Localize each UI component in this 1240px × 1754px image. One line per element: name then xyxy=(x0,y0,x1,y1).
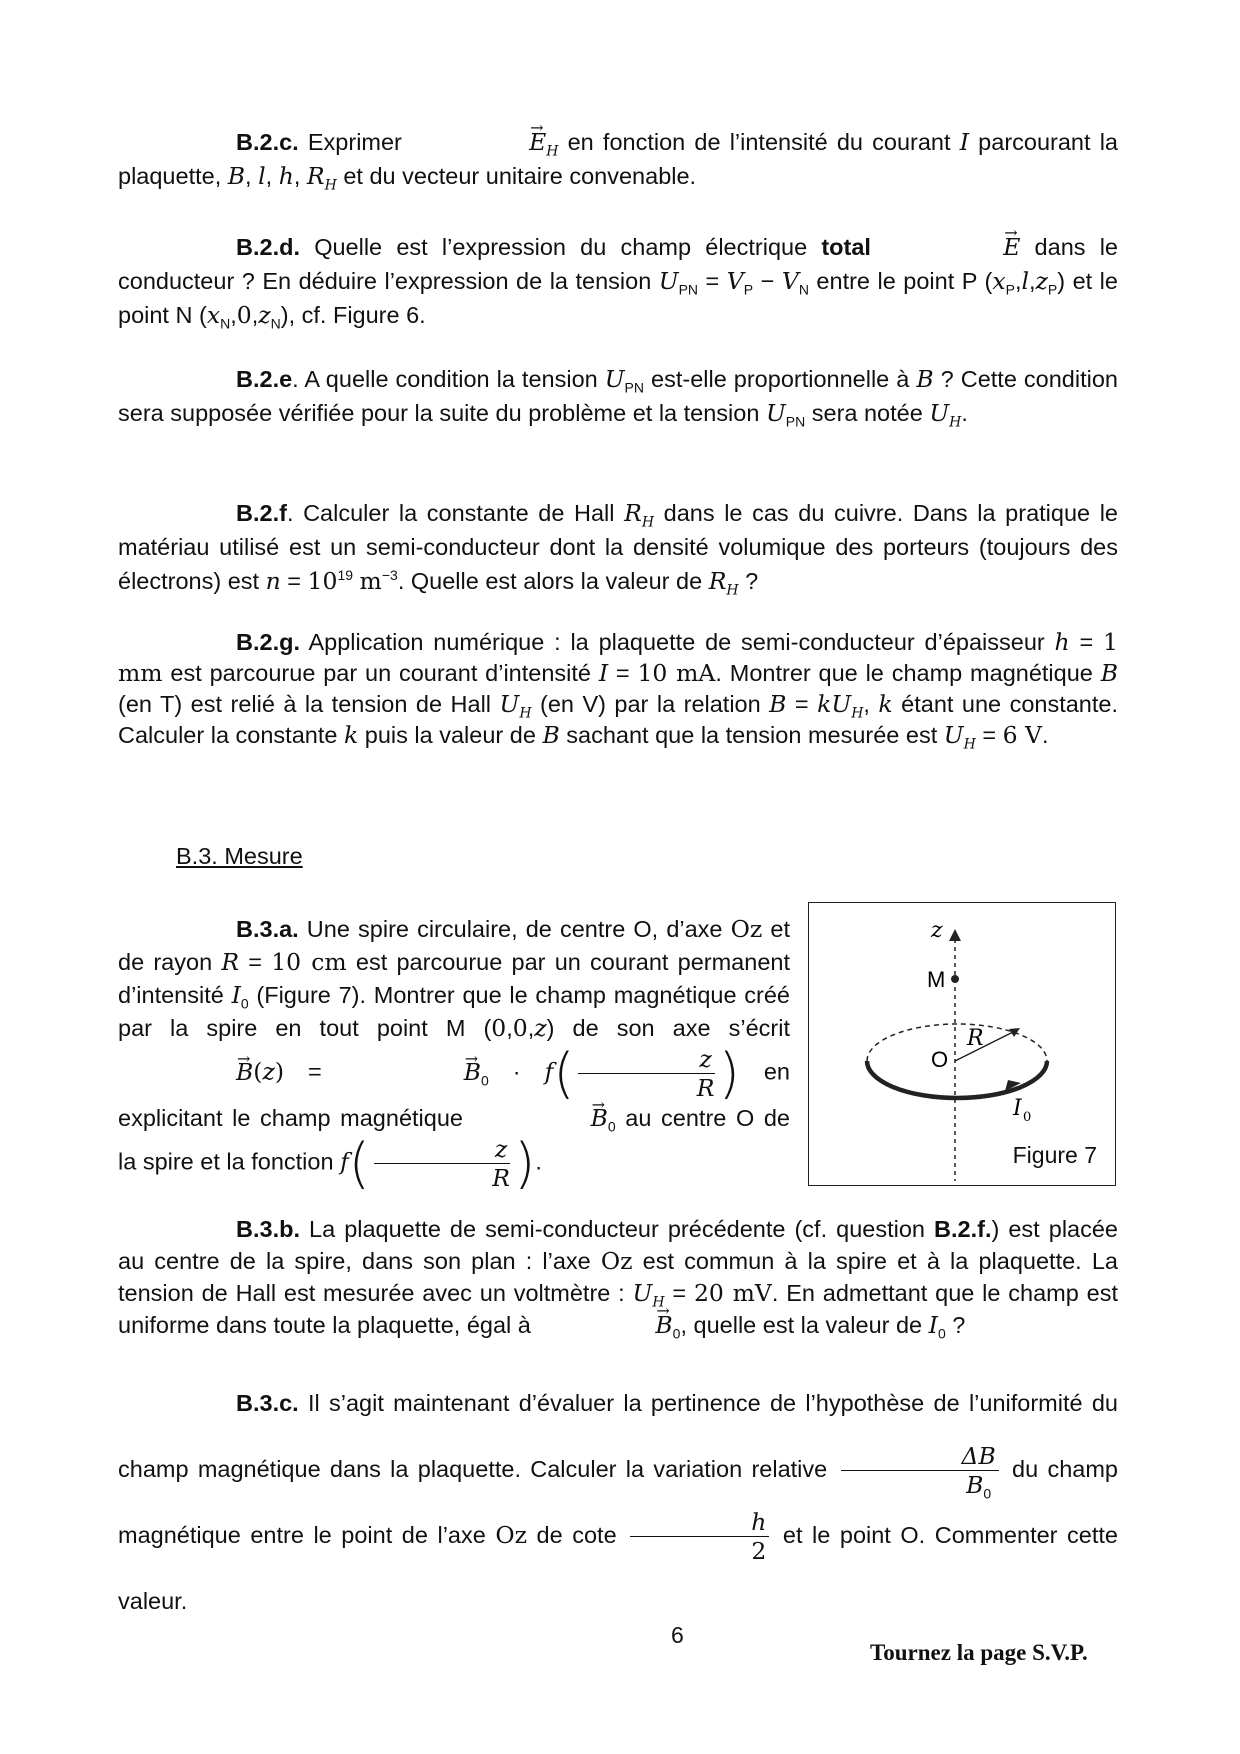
question-b3c: B.3.c. Il s’agit maintenant d’évaluer la pertinence de l’hypothèse de l’uniformité du champ magnétique dans la plaquette. Calculer la variation relative $\frac{\Delta B}{B_0}$ du champ magnétique entre le point de l’axe Oz de cote $\frac{h}{2}$ et le point O. Commenter cette valeur. xyxy=(118,1390,1119,1614)
question-label: B.3.b. xyxy=(236,1216,300,1242)
point-m-label: M xyxy=(927,967,946,992)
question-b2d: B.2.d. Quelle est l’expression du champ électrique total → E dans le conducteur ? En déduire l’expression de la tension $U_{PN} = V_P - V_N$ entre le point P $(x_P,l,z_P)$ et le point N $(x_N,0,z_N)$, cf. Figure 6. xyxy=(118,230,1118,332)
page-number: 6 xyxy=(671,1622,684,1648)
point-m-dot xyxy=(951,975,959,983)
question-b2f: B.2.f. Calculer la constante de Hall $R_H$ dans le cas du cuivre. Dans la pratique le matériau utilisé est un semi-conducteur dont la densité volumique des porteurs (toujours des électrons) est $n = 10^{19}$ $m^{-3}$. Quelle est alors la valeur de $R_H$ ? xyxy=(118,499,1118,599)
question-label: B.3.a. xyxy=(236,916,299,942)
figure-7 xyxy=(808,902,1116,1186)
point-o-label: O xyxy=(931,1047,949,1072)
radius-label: R xyxy=(967,1026,984,1051)
question-label: B.2.g. xyxy=(236,629,300,655)
fraction-deltab-over-b0: $\frac{\Delta B}{B_0}$ xyxy=(841,1442,999,1499)
question-label: B.2.f xyxy=(236,500,287,526)
question-label: B.2.d. xyxy=(236,234,300,260)
loop-front-solid xyxy=(867,1061,1047,1098)
current-subscript: 0 xyxy=(1023,1110,1032,1125)
radius-line xyxy=(955,1031,1015,1061)
fraction-z-over-r: $\frac{z}{R}$ xyxy=(374,1135,510,1192)
section-heading: B.3. Mesure xyxy=(176,843,303,869)
z-axis-label: z xyxy=(931,918,943,943)
fraction-z-over-r: $\frac{z}{R}$ xyxy=(578,1045,714,1102)
current-label: I xyxy=(1013,1096,1022,1121)
z-axis-arrowhead xyxy=(949,929,961,941)
question-label: B.2.e xyxy=(236,366,293,392)
question-b3a: B.3.a. Une spire circulaire, de centre O, d’axe Oz et de rayon R = 10 cm est parcourue par un courant permanent d’intensité $I_0$ (Figure 7). Montrer que le champ magnétique créé par la spire en tout point M (0,0,z) de son axe s’écrit → B(z) = → $B_0 \cdot f$( $\frac{z}{R}$ ) en explicitant le champ magnétique → $B_0$ au centre O de la spire et la fonction f( $\frac{z}{R}$ ). xyxy=(118,913,790,1192)
question-b2g: B.2.g. Application numérique : la plaquette de semi-conducteur d’épaisseur h = 1 mm est parcourue par un courant d’intensité I = 10 mA. Montrer que le champ magnétique B (en T) est relié à la tension de Hall $U_H$ (en V) par la relation $B = kU_H$, k étant une constante. Calculer la constante k puis la valeur de B sachant que la tension mesurée est $U_H = 6$ V. xyxy=(118,628,1119,753)
loop-back-dashed xyxy=(867,1024,1047,1061)
question-b2c: B.2.c. Exprimer → $E_H$ en fonction de l’intensité du courant I parcourant la plaquette, B, l, h, $R_H$ et du vecteur unitaire convenable. xyxy=(118,125,1118,193)
fraction-h-over-2: $\frac{h}{2}$ xyxy=(630,1508,769,1565)
question-b3b: B.3.b. La plaquette de semi-conducteur précédente (cf. question B.2.f.) est placée au centre de la spire, dans son plan : l’axe Oz est commun à la spire et à la plaquette. La tension de Hall est mesurée avec un voltmètre : $U_H = 20$ mV. En admettant que le champ est uniforme dans toute la plaquette, égal à → $B_0$, quelle est la valeur de $I_0$ ? xyxy=(118,1213,1118,1341)
question-label: B.3.c. xyxy=(236,1390,299,1416)
question-b2e: B.2.e. A quelle condition la tension $U_{PN}$ est-elle proportionnelle à B ? Cette condition sera supposée vérifiée pour la suite du problème et la tension $U_{PN}$ sera notée $U_H$. xyxy=(118,365,1118,431)
question-label: B.2.c. xyxy=(236,129,299,155)
figure-caption: Figure 7 xyxy=(1012,1142,1097,1168)
footer-turn-page: Tournez la page S.V.P. xyxy=(870,1640,1088,1665)
